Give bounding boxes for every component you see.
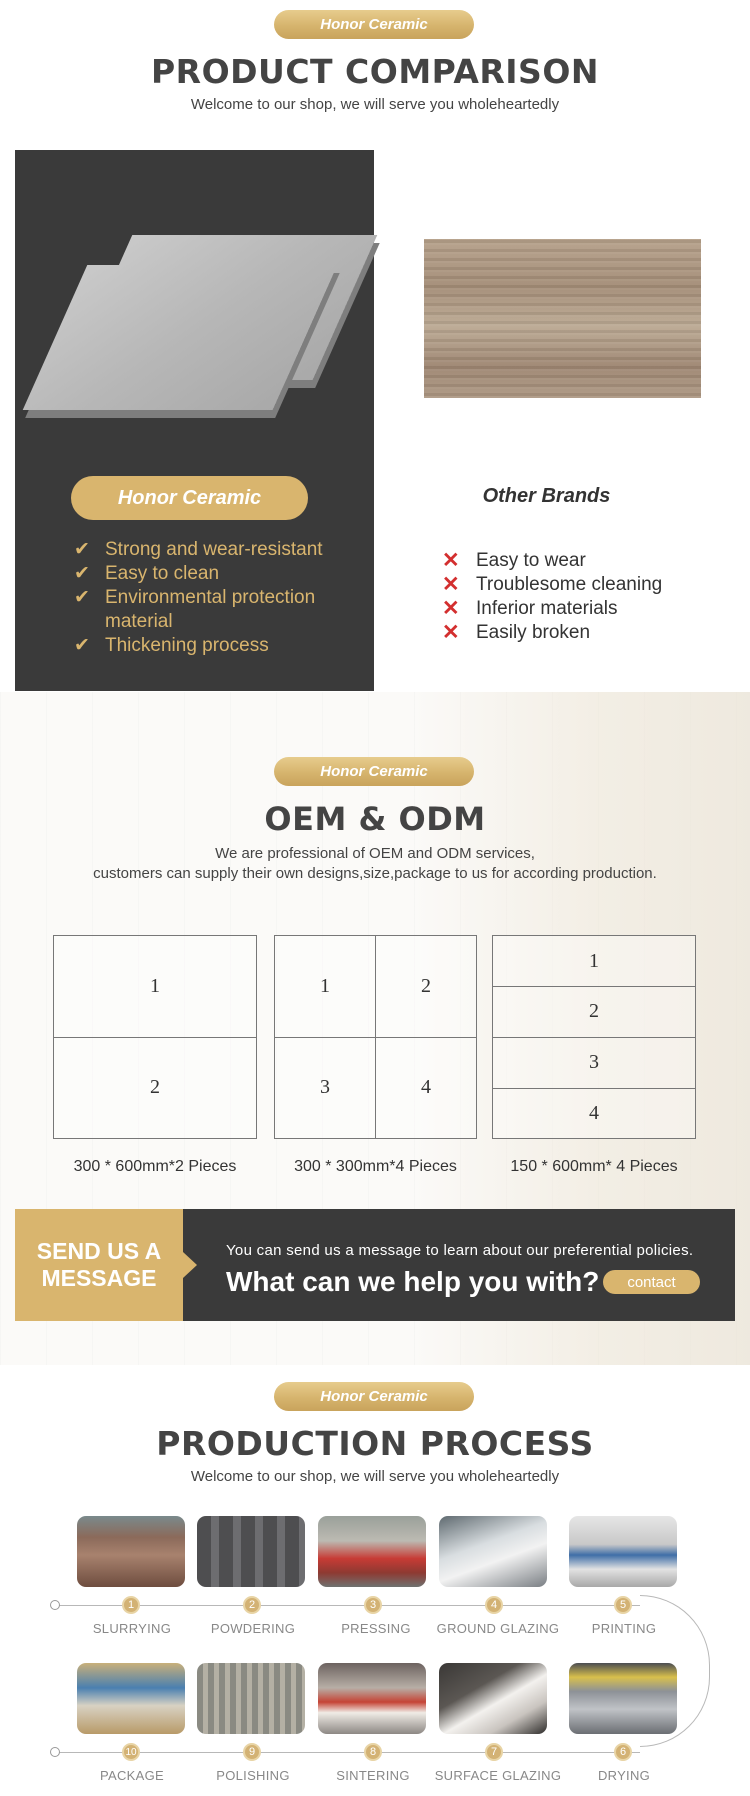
list-item: ✕ Easily broken <box>442 621 591 644</box>
layout-2-pieces <box>53 935 257 1139</box>
layout-cell: 4 <box>421 1076 431 1098</box>
tile-image-front <box>23 265 338 410</box>
step-label: GROUND GLAZING <box>436 1621 560 1636</box>
process-subtitle: Welcome to our shop, we will serve you wholeheartedly <box>190 1468 560 1485</box>
other-brands-label: Other Brands <box>482 485 611 507</box>
layout-cell: 2 <box>421 975 431 997</box>
section-pill: Honor Ceramic <box>274 10 474 39</box>
layout-4-pieces <box>274 935 477 1139</box>
cross-icon: ✕ <box>442 621 460 644</box>
cross-icon: ✕ <box>442 573 460 596</box>
slurrying-photo <box>77 1516 185 1587</box>
list-item: ✔ Easy to clean <box>74 563 220 584</box>
check-icon: ✔ <box>74 539 90 560</box>
step-label: SINTERING <box>336 1768 410 1783</box>
step-label: SLURRYING <box>92 1621 172 1636</box>
message-banner <box>183 1209 735 1321</box>
layout-caption: 300 * 300mm*4 Pieces <box>294 1158 457 1175</box>
layout-cell: 1 <box>320 975 330 997</box>
ground-glazing-photo <box>439 1516 547 1587</box>
package-photo <box>77 1663 185 1734</box>
layout-strips <box>492 935 696 1139</box>
message-info: You can send us a message to learn about our preferential policies. <box>226 1242 694 1259</box>
list-item: ✕ Easy to wear <box>442 549 586 572</box>
printing-photo <box>569 1516 677 1587</box>
layout-cell: 1 <box>150 975 160 997</box>
page-title: PRODUCT COMPARISON <box>151 52 599 91</box>
step-label: DRYING <box>597 1768 651 1783</box>
list-item: ✕ Inferior materials <box>442 597 618 620</box>
honor-ceramic-label: Honor Ceramic <box>71 476 308 520</box>
step-label: SURFACE GLAZING <box>434 1768 562 1783</box>
arrow-right-icon <box>183 1252 197 1278</box>
step-number: 5 <box>614 1596 632 1614</box>
honor-feature-list <box>72 538 362 658</box>
step-number: 2 <box>243 1596 261 1614</box>
surface-glazing-photo <box>439 1663 547 1734</box>
list-item: ✔ Environmental protection material <box>74 587 316 632</box>
layout-cell: 2 <box>150 1076 160 1098</box>
step-label: PRINTING <box>591 1621 657 1636</box>
step-label: PACKAGE <box>100 1768 164 1783</box>
powdering-photo <box>197 1516 305 1587</box>
step-label: PRESSING <box>341 1621 411 1636</box>
wood-tile-image <box>424 239 701 398</box>
step-label: POLISHING <box>216 1768 290 1783</box>
list-item: ✔ Strong and wear-resistant <box>74 539 323 560</box>
drying-photo <box>569 1663 677 1734</box>
layout-cell: 1 <box>589 949 599 972</box>
step-number: 4 <box>485 1596 503 1614</box>
section-pill: Honor Ceramic <box>274 757 474 786</box>
message-headline: What can we help you with? <box>226 1266 600 1297</box>
oem-desc-line1: We are professional of OEM and ODM services, <box>215 845 535 862</box>
cross-icon: ✕ <box>442 597 460 620</box>
step-number: 6 <box>614 1743 632 1761</box>
section-pill: Honor Ceramic <box>274 1382 474 1411</box>
oem-title: OEM & ODM <box>264 800 486 838</box>
layout-cell: 4 <box>589 1101 599 1124</box>
section-subtitle: Welcome to our shop, we will serve you wholeheartedly <box>190 96 560 113</box>
process-line <box>57 1752 640 1753</box>
contact-button[interactable]: contact <box>603 1270 700 1294</box>
pressing-photo <box>318 1516 426 1587</box>
step-number: 1 <box>122 1596 140 1614</box>
check-icon: ✔ <box>74 563 90 584</box>
layout-caption: 150 * 600mm* 4 Pieces <box>510 1158 678 1175</box>
layout-cell: 3 <box>320 1076 330 1098</box>
step-number: 10 <box>122 1743 140 1761</box>
other-feature-list <box>442 549 732 645</box>
step-label: POWDERING <box>210 1621 296 1636</box>
layout-cell: 2 <box>589 1000 599 1022</box>
polishing-photo <box>197 1663 305 1734</box>
step-number: 9 <box>243 1743 261 1761</box>
cross-icon: ✕ <box>442 549 460 572</box>
layout-cell: 3 <box>589 1051 599 1073</box>
layout-caption: 300 * 600mm*2 Pieces <box>73 1158 237 1175</box>
process-title: PRODUCTION PROCESS <box>156 1424 594 1463</box>
list-item: ✕ Troublesome cleaning <box>442 573 663 596</box>
oem-desc-line2: customers can supply their own designs,size,package to us for according production. <box>93 865 657 882</box>
send-message-line1: SEND US A <box>36 1238 162 1264</box>
check-icon: ✔ <box>74 587 90 608</box>
step-number: 3 <box>364 1596 382 1614</box>
send-message-block <box>15 1209 183 1321</box>
line-start-dot <box>50 1747 60 1757</box>
step-number: 8 <box>364 1743 382 1761</box>
list-item: ✔ Thickening process <box>74 635 269 656</box>
step-number: 7 <box>485 1743 503 1761</box>
check-icon: ✔ <box>74 635 90 656</box>
line-start-dot <box>50 1600 60 1610</box>
process-line <box>57 1605 640 1606</box>
sintering-photo <box>318 1663 426 1734</box>
send-message-line2: MESSAGE <box>41 1265 157 1291</box>
